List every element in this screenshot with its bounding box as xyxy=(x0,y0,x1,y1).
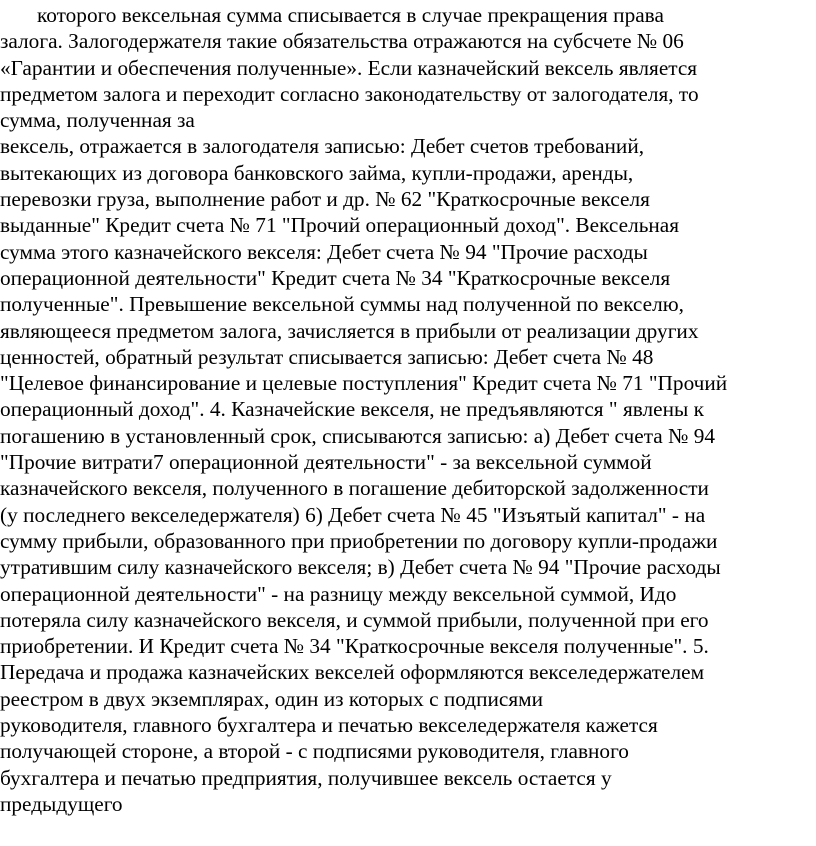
text-line: получающей стороне, а второй - с подписями руководителя, главного xyxy=(0,739,629,764)
text-line: «Гарантии и обеспечения полученные». Если казначейский вексель является xyxy=(0,55,698,80)
text-line: которого вексельная сумма списывается в случае прекращения права xyxy=(37,3,664,27)
text-line: (у последнего векселедержателя) 6) Дебет счета № 45 "Изъятый капитал" - на xyxy=(0,502,706,527)
text-line: залога. Залогодержателя такие обязательства отражаются на субсчете № 06 xyxy=(0,29,684,54)
text-line: вытекающих из договора банковского займа, купли-продажи, аренды, xyxy=(0,160,634,185)
text-line: операционный доход". 4. Казначейские векселя, не предъявляются " явлены к xyxy=(0,397,704,422)
text-line: предыдущего xyxy=(0,791,123,816)
text-line: казначейского векселя, полученного в погашение дебиторской задолженности xyxy=(0,476,709,501)
text-line: Передача и продажа казначейских векселей оформляются векселедержателем xyxy=(0,660,705,685)
text-line: вексель, отражается в залогодателя записью: Дебет счетов требований, xyxy=(0,134,645,159)
text-line: ценностей, обратный результат списывается записью: Дебет счета № 48 xyxy=(0,344,654,369)
text-line: операционной деятельности" - на разницу между вексельной суммой, Идо xyxy=(0,581,677,606)
text-line: бухгалтера и печатью предприятия, получившее вексель остается у xyxy=(0,765,612,790)
text-line: являющееся предметом залога, зачисляется в прибыли от реализации других xyxy=(0,318,699,343)
text-line: погашению в установленный срок, списываются записью: а) Дебет счета № 94 xyxy=(0,423,716,448)
text-line: "Целевое финансирование и целевые поступления" Кредит счета № 71 "Прочий xyxy=(0,371,728,396)
text-line: предметом залога и переходит согласно законодательству от залогодателя, то xyxy=(0,81,699,106)
text-line: руководителя, главного бухгалтера и печатью векселедержателя кажется xyxy=(0,713,658,738)
text-line: сумма этого казначейского векселя: Дебет счета № 94 "Прочие расходы xyxy=(0,239,648,264)
text-line: "Прочие витрати7 операционной деятельности" - за вексельной суммой xyxy=(0,450,652,475)
text-line: выданные" Кредит счета № 71 "Прочий операционный доход". Вексельная xyxy=(0,213,680,238)
text-line: операционной деятельности" Кредит счета № 34 "Краткосрочные векселя xyxy=(0,265,671,290)
text-line: утратившим силу казначейского векселя; в) Дебет счета № 94 "Прочие расходы xyxy=(0,555,721,580)
text-line: приобретении. И Кредит счета № 34 "Краткосрочные векселя полученные". 5. xyxy=(0,634,709,659)
text-line: полученные". Превышение вексельной суммы над полученной по векселю, xyxy=(0,292,684,317)
text-line: перевозки груза, выполнение работ и др. № 62 "Краткосрочные векселя xyxy=(0,187,650,212)
text-line: сумма, полученная за xyxy=(0,108,195,133)
text-line: реестром в двух экземплярах, один из которых с подписями xyxy=(0,686,544,711)
text-line: сумму прибыли, образованного при приобретении по договору купли-продажи xyxy=(0,528,718,553)
text-line: потеряла силу казначейского векселя, и суммой прибыли, полученной при его xyxy=(0,607,709,632)
